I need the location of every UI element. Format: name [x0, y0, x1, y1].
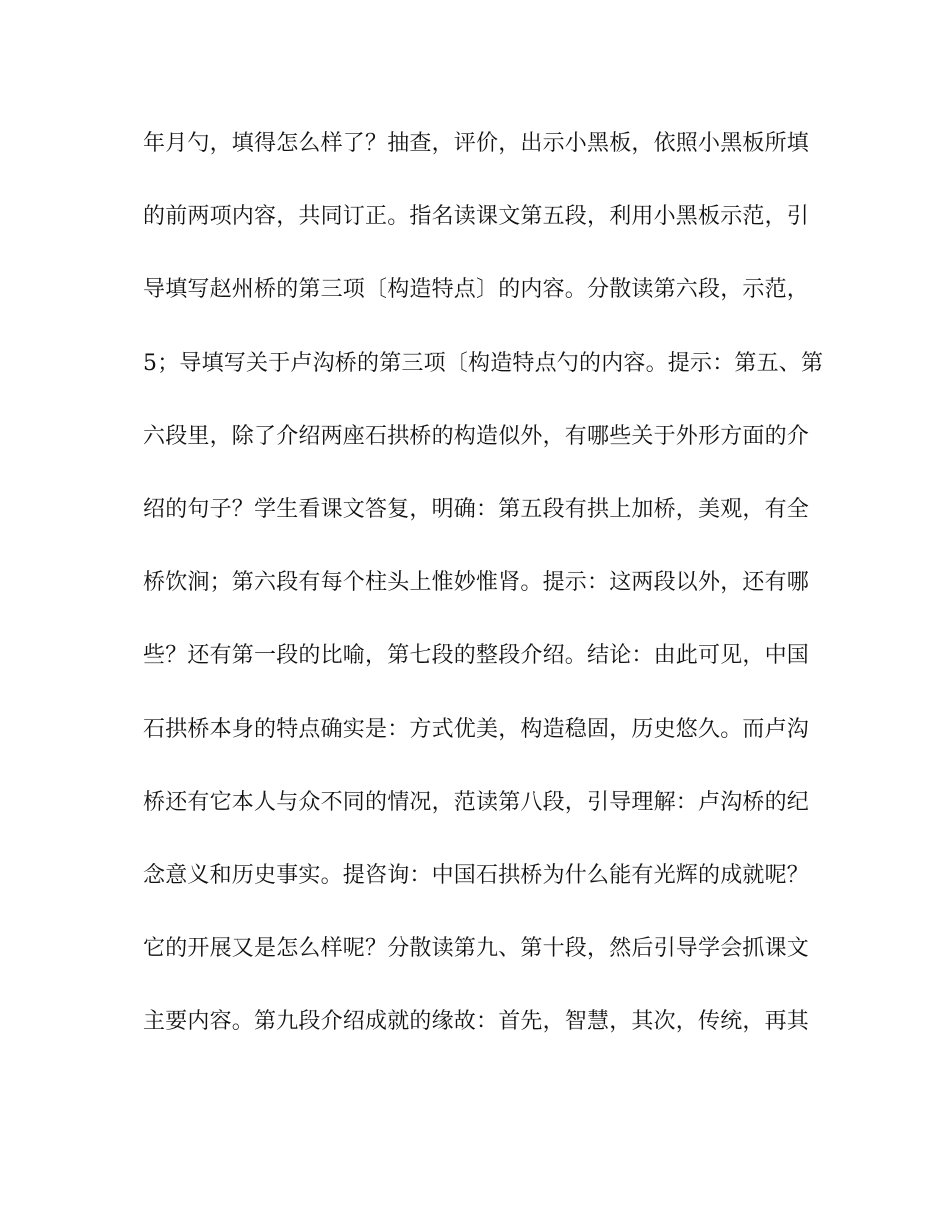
text-line-6: 绍的句子？学生看课文答复，明确：第五段有拱上加桥，美观，有全	[143, 496, 810, 522]
body-text	[143, 124, 823, 1075]
text-line-2: 的前两项内容，共同订正。指名读课文第五段，利用小黑板示范，引	[143, 204, 810, 230]
text-line-5: 六段里，除了介绍两座石拱桥的构造似外，有哪些关于外形方面的介	[143, 423, 810, 449]
text-line-13: 主要内容。第九段介绍成就的缘故：首先，智慧，其次，传统，再其	[143, 1009, 810, 1035]
text-line-4: 5；导填写关于卢沟桥的第三项〔构造特点勺的内容。提示：第五、第	[143, 350, 824, 376]
text-line-3: 导填写赵州桥的第三项〔构造特点〕的内容。分散读第六段，示范，	[143, 277, 810, 303]
text-line-1: 年月勺，填得怎么样了？抽查，评价，出示小黑板，依照小黑板所填	[143, 131, 810, 156]
text-line-7: 桥饮涧；第六段有每个柱头上惟妙惟肾。提示：这两段以外，还有哪	[143, 570, 810, 596]
text-line-9: 石拱桥本身的特点确实是：方式优美，构造稳固，历史悠久。而卢沟	[143, 716, 810, 742]
text-line-11: 念意义和历史事实。提咨询：中国石拱桥为什么能有光辉的成就呢？	[143, 862, 810, 888]
text-line-8: 些？还有第一段的比喻，第七段的整段介绍。结论：由此可见，中国	[143, 643, 810, 669]
text-line-10: 桥还有它本人与众不同的情况，范读第八段，引导理解：卢沟桥的纪	[143, 789, 810, 815]
text-line-12: 它的开展又是怎么样呢？分散读第九、第十段，然后引导学会抓课文	[143, 936, 810, 962]
